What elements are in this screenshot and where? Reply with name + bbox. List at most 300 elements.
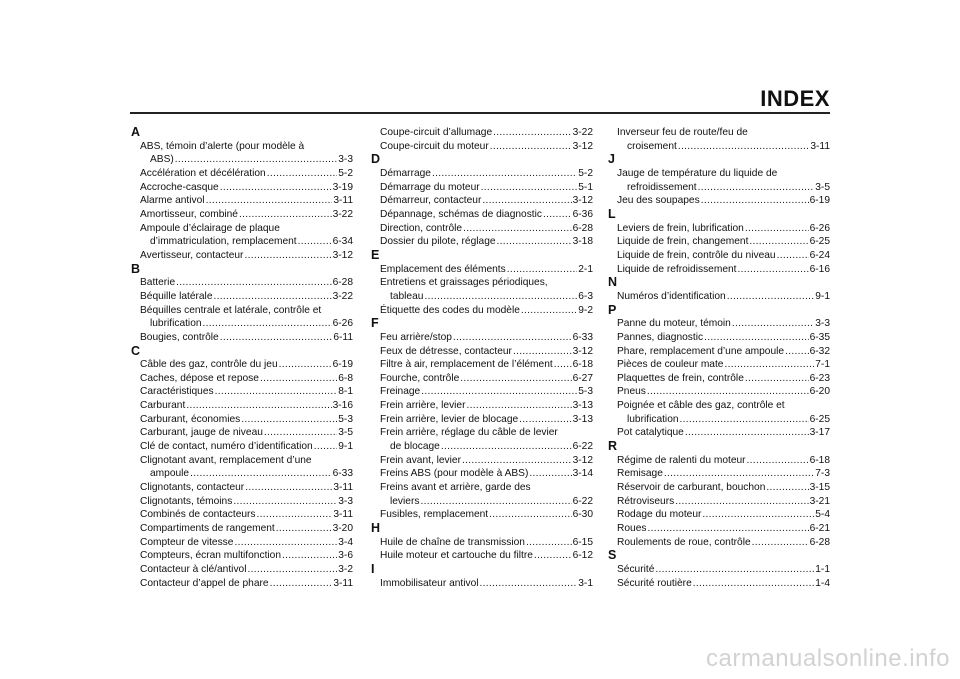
entry-text: Accroche-casque (140, 181, 219, 193)
index-entry (608, 508, 830, 522)
index-entry (131, 249, 353, 263)
index-entry (608, 495, 830, 509)
index-entry (371, 536, 593, 550)
index-entry (131, 549, 353, 563)
entry-text: Fourche, contrôle (380, 372, 460, 384)
index-entry (608, 317, 830, 331)
index-entry (371, 140, 593, 154)
dot-leader (480, 577, 578, 591)
section-letter: R (608, 439, 618, 454)
section-letter: C (131, 343, 141, 358)
page-number: 3-3 (815, 318, 830, 330)
entry-text: Dossier du pilote, réglage (380, 236, 496, 248)
index-entry (371, 222, 593, 236)
dot-leader (245, 481, 332, 495)
page-number: 3-11 (333, 482, 353, 494)
entry-text: Remisage (617, 468, 663, 480)
entry-text: Réservoir de carburant, bouchon (617, 482, 766, 494)
page-number: 3-3 (338, 154, 353, 166)
entry-text: Bougies, contrôle (140, 331, 219, 343)
dot-leader (664, 467, 814, 481)
page-number: 3-21 (809, 495, 830, 507)
dot-leader (463, 222, 572, 236)
dot-leader (497, 235, 572, 249)
index-entry (371, 167, 593, 181)
dot-leader (244, 249, 331, 263)
entry-text: leviers (390, 495, 420, 507)
dot-leader (732, 317, 814, 331)
entry-text: Clé de contact, numéro d’identification (140, 441, 313, 453)
entry-text: Compartiments de rangement (140, 523, 275, 535)
entry-text: Filtre à air, remplacement de l’élément (380, 359, 553, 371)
page-number: 6-15 (572, 536, 593, 548)
page-number: 3-12 (572, 454, 593, 466)
page-number: 6-19 (809, 195, 830, 207)
index-entry (371, 440, 593, 454)
page-number: 6-28 (572, 222, 593, 234)
index-entry (608, 426, 830, 440)
page-number: 3-4 (338, 536, 353, 548)
entry-text: Amortisseur, combiné (140, 208, 238, 220)
dot-leader (279, 358, 332, 372)
dot-leader (680, 413, 809, 427)
page-number: 5-1 (578, 181, 593, 193)
entry-text: Ampoule d’éclairage de plaque (140, 222, 280, 234)
entry-text: Emplacement des éléments (380, 263, 506, 275)
entry-text: ABS, témoin d’alerte (pour modèle à (140, 140, 305, 152)
entry-text: Roulements de roue, contrôle (617, 536, 751, 548)
dot-leader (766, 481, 808, 495)
section-letter: F (371, 316, 379, 331)
dot-leader (460, 372, 571, 386)
entry-text: Freinage (380, 386, 421, 398)
entry-text: Compteurs, écran multifonction (140, 550, 281, 562)
entry-text: Rodage du moteur (617, 509, 702, 521)
page-number: 6-33 (332, 468, 353, 480)
entry-text: Démarreur, contacteur (380, 195, 482, 207)
index-entry (608, 467, 830, 481)
page-number: 6-12 (572, 550, 593, 562)
page-number: 8-1 (338, 386, 353, 398)
page-number: 3-11 (333, 577, 353, 589)
page-number: 3-15 (809, 482, 830, 494)
page-number: 6-36 (572, 208, 593, 220)
index-entry (608, 536, 830, 550)
entry-text: Liquide de frein, contrôle du niveau (617, 249, 776, 261)
dot-leader (190, 467, 332, 481)
page-number: 6-24 (809, 249, 830, 261)
entry-text: d’immatriculation, remplacement (150, 236, 297, 248)
dot-leader (724, 358, 814, 372)
page-number: 3-5 (815, 181, 830, 193)
page-number: 6-18 (809, 454, 830, 466)
page-number: 6-22 (572, 441, 593, 453)
page-number: 6-21 (809, 523, 830, 535)
index-column-3 (608, 126, 830, 590)
dot-leader (267, 167, 338, 181)
dot-leader (241, 413, 337, 427)
entry-text: Phare, remplacement d’une ampoule (617, 345, 785, 357)
index-entry (608, 563, 830, 577)
dot-leader (493, 126, 571, 140)
page-number: 6-32 (809, 345, 830, 357)
page-number: 3-22 (332, 290, 353, 302)
entry-text: Étiquette des codes du modèle (380, 304, 520, 316)
page-number: 6-34 (332, 236, 353, 248)
index-entry (371, 263, 593, 277)
page-number: 3-19 (332, 181, 353, 193)
index-entry (371, 399, 593, 413)
page-number: 3-22 (572, 127, 593, 138)
entry-text: de blocage (390, 441, 440, 453)
entry-text: Carburant, jauge de niveau (140, 427, 263, 439)
index-entry (608, 385, 830, 399)
page-number: 5-2 (578, 167, 593, 179)
dot-leader (490, 140, 572, 154)
index-entry (131, 235, 353, 249)
index-entry (131, 153, 353, 167)
entry-text: Démarrage (380, 167, 431, 179)
page-number: 6-35 (809, 331, 830, 343)
dot-leader (647, 522, 808, 536)
entry-text: Freins avant et arrière, garde des (380, 482, 531, 494)
page-number: 3-14 (572, 468, 593, 480)
index-entry (131, 440, 353, 454)
dot-leader (702, 508, 814, 522)
index-entry (131, 276, 353, 290)
index-column-2 (371, 126, 593, 590)
section-letter: I (371, 562, 375, 576)
dot-leader (175, 153, 337, 167)
page-number: 6-26 (332, 318, 353, 330)
index-entry (371, 385, 593, 399)
dot-leader (675, 495, 808, 509)
dot-leader (526, 536, 572, 550)
dot-leader (519, 413, 571, 427)
entry-text: Batterie (140, 277, 176, 289)
entry-text: Clignotant avant, remplacement d’une (140, 454, 312, 466)
entry-text: Accélération et décélération (140, 167, 266, 179)
page-number: 3-12 (572, 345, 593, 357)
entry-text: Sécurité routière (617, 577, 692, 589)
entry-text: refroidissement (627, 181, 697, 193)
index-entry (608, 358, 830, 372)
index-entry (371, 495, 593, 509)
page-number: 6-33 (572, 331, 593, 343)
index-entry (371, 126, 593, 140)
index-entry (131, 426, 353, 440)
section-letter: L (608, 206, 616, 221)
entry-text: Avertisseur, contacteur (140, 249, 244, 261)
dot-leader (462, 454, 572, 468)
entry-text: Carburant (140, 400, 186, 412)
index-entry (131, 208, 353, 222)
dot-leader (554, 358, 572, 372)
index-entry (131, 194, 353, 208)
section-letter: N (608, 275, 618, 290)
dot-leader (264, 426, 337, 440)
dot-leader (521, 304, 577, 318)
dot-leader (220, 181, 332, 195)
index-entry (371, 235, 593, 249)
dot-leader (704, 331, 809, 345)
index-entry (371, 358, 593, 372)
page-number: 6-28 (332, 277, 353, 289)
entry-text: Feu arrière/stop (380, 331, 452, 343)
section-letter: B (131, 261, 141, 276)
dot-leader (482, 194, 571, 208)
entry-text: Frein arrière, levier de blocage (380, 413, 519, 425)
index-entry (131, 481, 353, 495)
entry-text: Immobilisateur antivol (380, 577, 479, 589)
entry-text: Poignée et câble des gaz, contrôle et (617, 400, 785, 412)
dot-leader (529, 467, 571, 481)
dot-leader (421, 385, 577, 399)
index-entry (608, 181, 830, 195)
index-entry (371, 181, 593, 195)
section-letter: D (371, 152, 381, 167)
dot-leader (747, 454, 809, 468)
dot-leader (247, 563, 337, 577)
dot-leader (239, 208, 332, 222)
entry-text: Démarrage du moteur (380, 181, 480, 193)
index-entry (608, 222, 830, 236)
entry-text: Huile moteur et cartouche du filtre (380, 550, 533, 562)
dot-leader (738, 263, 809, 277)
page-number: 3-20 (332, 523, 353, 535)
watermark: carmanualsonline.info (706, 645, 950, 672)
page-number: 2-1 (578, 263, 593, 275)
entry-text: Câble des gaz, contrôle du jeu (140, 359, 278, 371)
page-number: 3-18 (572, 236, 593, 248)
entry-text: Combinés de contacteurs (140, 509, 256, 521)
index-entry (371, 194, 593, 208)
title-rule (130, 112, 830, 114)
entry-text: Contacteur à clé/antivol (140, 564, 247, 575)
entry-text: Jeu des soupapes (617, 195, 700, 207)
index-entry (608, 194, 830, 208)
page-number: 5-4 (815, 509, 830, 521)
section-letter: E (371, 247, 380, 262)
page-number: 3-11 (333, 509, 353, 521)
entry-text: Fusibles, remplacement (380, 509, 489, 521)
entry-text: ABS) (150, 154, 174, 166)
entry-text: Alarme antivol (140, 195, 205, 207)
dot-leader (701, 194, 809, 208)
entry-text: Sécurité (617, 564, 655, 575)
index-entry (608, 263, 830, 277)
page-number: 6-23 (809, 372, 830, 384)
entry-text: Direction, contrôle (380, 222, 463, 234)
dot-leader (424, 290, 577, 304)
index-entry (131, 372, 353, 386)
dot-leader (282, 549, 337, 563)
dot-leader (260, 372, 337, 386)
dot-leader (481, 181, 578, 195)
page-number: 6-11 (333, 331, 353, 343)
dot-leader (203, 317, 332, 331)
dot-leader (441, 440, 572, 454)
dot-leader (507, 263, 578, 277)
entry-text: ampoule (150, 468, 190, 480)
index-entry (371, 331, 593, 345)
index-entry (131, 181, 353, 195)
page-number: 3-17 (809, 427, 830, 439)
entry-text: Coupe-circuit du moteur (380, 140, 489, 152)
index-entry (131, 522, 353, 536)
dot-leader (453, 331, 572, 345)
entry-text: Caractéristiques (140, 386, 214, 398)
index-entry (371, 208, 593, 222)
entry-text: Roues (617, 523, 647, 535)
entry-text: Dépannage, schémas de diagnostic (380, 208, 542, 220)
entry-text: Liquide de refroidissement (617, 263, 737, 275)
entry-text: Frein arrière, levier (380, 400, 466, 412)
entry-text: Liquide de frein, changement (617, 236, 749, 248)
entry-text: Feux de détresse, contacteur (380, 345, 512, 357)
dot-leader (186, 399, 331, 413)
dot-leader (727, 290, 815, 304)
entry-text: Compteur de vitesse (140, 536, 234, 548)
index-entry (371, 549, 593, 563)
index-entry (131, 413, 353, 427)
index-entry (131, 495, 353, 509)
entry-text: Freins ABS (pour modèle à ABS) (380, 468, 529, 480)
entry-text: Pot catalytique (617, 427, 684, 439)
entry-text: Leviers de frein, lubrification (617, 222, 744, 234)
index-entry (608, 577, 830, 591)
page-number: 6-18 (572, 359, 593, 371)
page-number: 9-1 (338, 441, 353, 453)
index-entry (371, 467, 593, 481)
dot-leader (298, 235, 332, 249)
dot-leader (314, 440, 338, 454)
index-entry (608, 290, 830, 304)
entry-text: Clignotants, témoins (140, 495, 233, 507)
dot-leader (685, 426, 809, 440)
page-number: 3-12 (572, 140, 593, 152)
entry-text: Contacteur d’appel de phare (140, 577, 269, 589)
dot-leader (206, 194, 333, 208)
index-entry (131, 290, 353, 304)
entry-text: Pneus (617, 386, 646, 398)
index-entry (131, 358, 353, 372)
dot-leader (752, 536, 809, 550)
page-number: 3-2 (338, 564, 353, 575)
index-entry (371, 304, 593, 318)
section-letter: S (608, 548, 617, 563)
entry-text: tableau (390, 290, 424, 302)
dot-leader (777, 249, 809, 263)
index-entry (608, 331, 830, 345)
index-entry (371, 454, 593, 468)
page-number: 3-1 (578, 577, 593, 589)
page-number: 6-28 (809, 536, 830, 548)
section-letter: P (608, 302, 617, 317)
entry-text: Clignotants, contacteur (140, 482, 245, 494)
entry-text: Pièces de couleur mate (617, 359, 724, 371)
entry-text: Jauge de température du liquide de (617, 167, 778, 179)
entry-text: Béquilles centrale et latérale, contrôle et (140, 304, 322, 316)
index-entry (131, 577, 353, 591)
index-entry (371, 372, 593, 386)
page-number: 5-3 (338, 413, 353, 425)
section-letter: A (131, 125, 141, 139)
entry-text: Inverseur feu de route/feu de (617, 127, 748, 138)
dot-leader (220, 331, 333, 345)
page-title: INDEX (760, 86, 830, 111)
dot-leader (233, 495, 337, 509)
page-number: 6-22 (572, 495, 593, 507)
entry-text: Rétroviseurs (617, 495, 675, 507)
index-column-1 (131, 126, 353, 590)
page-number: 6-19 (332, 359, 353, 371)
index-entry (608, 522, 830, 536)
index-entry (131, 536, 353, 550)
page-number: 3-5 (338, 427, 353, 439)
entry-text: Carburant, économies (140, 413, 241, 425)
dot-leader (785, 345, 809, 359)
entry-text: Béquille latérale (140, 290, 213, 302)
index-entry (371, 290, 593, 304)
index-entry (608, 454, 830, 468)
entry-text: lubrification (150, 318, 202, 330)
page-number: 3-3 (338, 495, 353, 507)
dot-leader (432, 167, 577, 181)
index-entry (608, 249, 830, 263)
page-number: 6-20 (809, 386, 830, 398)
index-entry (371, 345, 593, 359)
page-number: 3-11 (333, 195, 353, 207)
page-number: 9-1 (815, 290, 830, 302)
dot-leader (534, 549, 572, 563)
index-entry (131, 508, 353, 522)
page-number: 9-2 (578, 304, 593, 316)
dot-leader (693, 577, 815, 591)
entry-text: Pannes, diagnostic (617, 331, 704, 343)
entry-text: Entretiens et graissages périodiques, (380, 277, 548, 289)
dot-leader (655, 563, 814, 577)
index-entry (131, 563, 353, 577)
page-number: 6-27 (572, 372, 593, 384)
page-number: 6-8 (338, 372, 353, 384)
dot-leader (489, 508, 571, 522)
page-number: 3-22 (332, 208, 353, 220)
index-entry (371, 413, 593, 427)
dot-leader (234, 536, 337, 550)
dot-leader (214, 290, 332, 304)
entry-text: Frein arrière, réglage du câble de levier (380, 427, 558, 439)
page-number: 5-2 (338, 167, 353, 179)
dot-leader (467, 399, 572, 413)
entry-text: Huile de chaîne de transmission (380, 536, 525, 548)
index-entry (608, 235, 830, 249)
dot-leader (745, 222, 809, 236)
page-number: 3-11 (810, 140, 830, 152)
dot-leader (698, 181, 815, 195)
entry-text: Numéros d’identification (617, 290, 726, 302)
section-letter: J (608, 152, 615, 167)
page-number: 6-25 (809, 236, 830, 248)
dot-leader (678, 140, 810, 154)
page-number: 6-26 (809, 222, 830, 234)
index-entry (131, 467, 353, 481)
dot-leader (270, 577, 333, 591)
page-number: 6-25 (809, 413, 830, 425)
dot-leader (257, 508, 333, 522)
page-number: 3-13 (572, 400, 593, 412)
dot-leader (647, 385, 809, 399)
